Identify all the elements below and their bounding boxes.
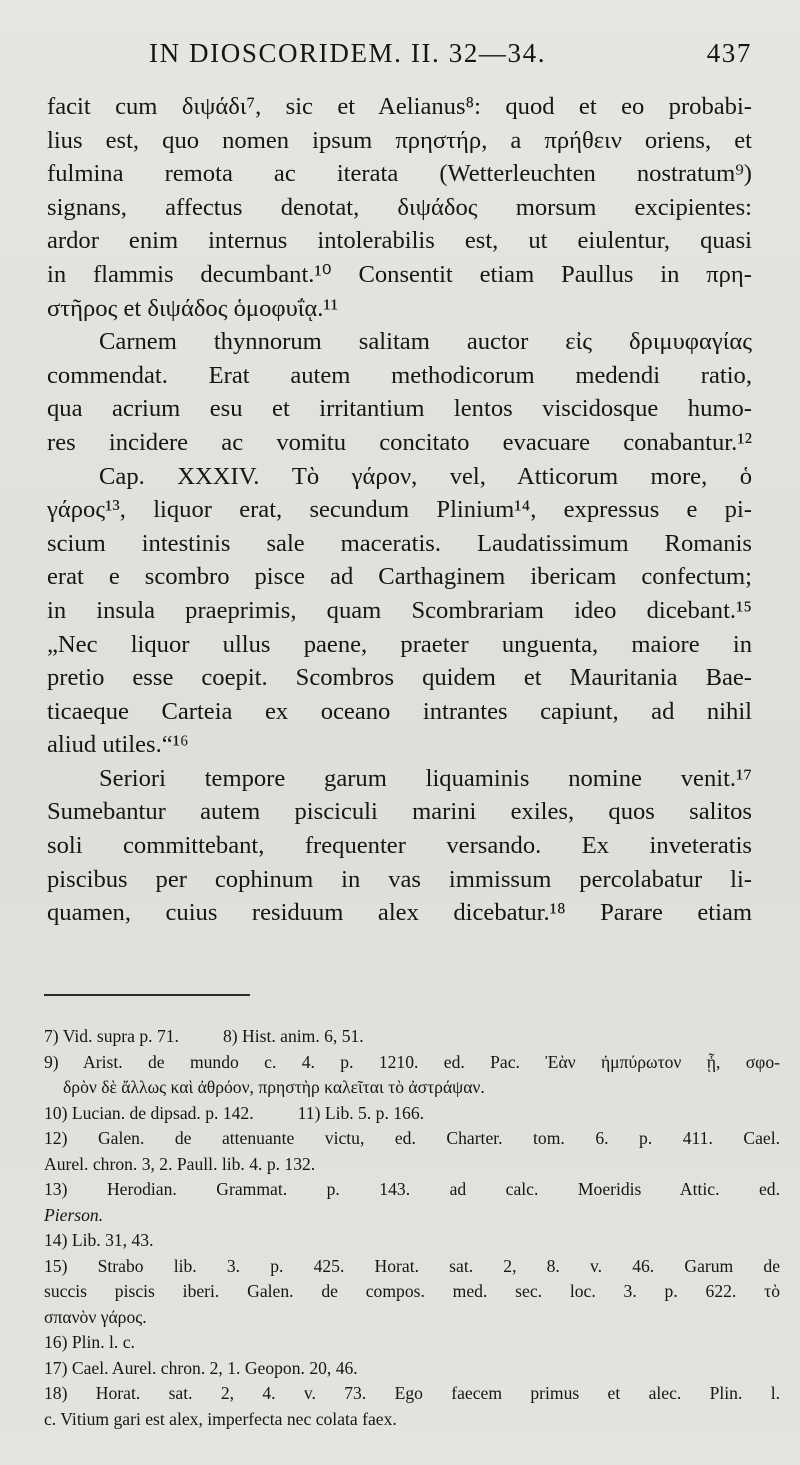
text-line: quamen, cuius residuum alex dicebatur.¹⁸ Parare etiam (47, 899, 752, 927)
page-header (44, 38, 752, 78)
paragraph-start-line: Carnem thynnorum salitam auctor εἰς δριμυφαγίας (99, 328, 752, 356)
text-line: piscibus per cophinum in vas immissum percolabatur li- (47, 865, 752, 893)
text-line: στῆρος et διψάδος ὁμοφυΐᾳ.¹¹ (47, 294, 339, 322)
footnote-row (44, 1024, 780, 1050)
text-line: γάρος¹³, liquor erat, secundum Plinium¹⁴, expressus e pi- (47, 496, 752, 524)
footnote-18: 18) Horat. sat. 2, 4. v. 73. Ego faecem primus et alec. Plin. l. (44, 1383, 780, 1403)
running-head: IN DIOSCORIDEM. II. 32—34. (149, 38, 547, 68)
text-line: fulmina remota ac iterata (Wetterleuchten nostratum⁹) (47, 160, 752, 188)
footnote-9: 9) Arist. de mundo c. 4. p. 1210. ed. Pac. Ἐὰν ἠμπύρωτον ᾖ, σφο- (44, 1051, 780, 1072)
footnote-11: 11) Lib. 5. p. 166. (297, 1102, 425, 1123)
text-line: aliud utiles.“¹⁶ (47, 731, 189, 759)
text-line: in flammis decumbant.¹⁰ Consentit etiam Paullus in πρη- (47, 260, 752, 288)
text-line: signans, affectus denotat, διψάδος morsum excipientes: (47, 193, 752, 221)
text-line: „Nec liquor ullus paene, praeter unguenta, maiore in (47, 630, 752, 658)
footnotes (44, 1024, 780, 1432)
text-line: res incidere ac vomitu concitato evacuare conabantur.¹² (47, 428, 752, 456)
footnote-18-cont: c. Vitium gari est alex, imperfecta nec colata faex. (44, 1408, 397, 1429)
text-line: qua acrium esu et irritantium lentos viscidosque humo- (47, 395, 752, 423)
text-line: erat e scombro pisce ad Carthaginem ibericam confectum; (47, 563, 752, 591)
footnote-16: 16) Plin. l. c. (44, 1332, 135, 1352)
footnote-15: 15) Strabo lib. 3. p. 425. Horat. sat. 2, 8. v. 46. Garum de (44, 1255, 780, 1276)
footnote-row (44, 1101, 780, 1127)
footnote-9-cont: δρὸν δὲ ἄλλως καὶ ἀθρόον, πρηστὴρ καλεῖται τὸ ἀστράψαν. (63, 1077, 485, 1097)
chapter-heading-line: Cap. XXXIV. Τὸ γάρον, vel, Atticorum more, ὁ (99, 462, 752, 490)
text-line: soli committebant, frequenter versando. Ex inveteratis (47, 832, 752, 860)
footnote-7: 7) Vid. supra p. 71. (44, 1026, 179, 1046)
footnote-13-cont: Pierson. (44, 1204, 104, 1225)
footnote-15-cont: succis piscis iberi. Galen. de compos. med. sec. loc. 3. p. 622. τὸ (44, 1281, 780, 1301)
page-number: 437 (706, 38, 752, 68)
footnote-13: 13) Herodian. Grammat. p. 143. ad calc. Moeridis Attic. ed. (44, 1179, 780, 1199)
text-line: lius est, quo nomen ipsum πρηστήρ, a πρήθειν oriens, et (47, 126, 752, 154)
footnote-12: 12) Galen. de attenuante victu, ed. Charter. tom. 6. p. 411. Cael. (44, 1128, 780, 1148)
footnote-17: 17) Cael. Aurel. chron. 2, 1. Geopon. 20, 46. (44, 1357, 358, 1378)
footnote-12-cont: Aurel. chron. 3, 2. Paull. lib. 4. p. 132. (44, 1153, 316, 1174)
text-line: ticaeque Carteia ex oceano intrantes capiunt, ad nihil (47, 697, 752, 725)
text-line: Sumebantur autem pisciculi marini exiles, quos salitos (47, 798, 752, 826)
text-line: commendat. Erat autem methodicorum medendi ratio, (47, 361, 752, 389)
footnote-15-cont: σπανὸν γάρος. (44, 1306, 147, 1327)
footnote-10: 10) Lucian. de dipsad. p. 142. (44, 1102, 254, 1123)
text-line: in insula praeprimis, quam Scombrariam ideo dicebant.¹⁵ (47, 596, 752, 624)
text-line: facit cum διψάδι⁷, sic et Aelianus⁸: quod et eo probabi- (47, 93, 752, 120)
footnote-14: 14) Lib. 31, 43. (44, 1230, 154, 1250)
main-text (47, 90, 752, 930)
text-line: ardor enim internus intolerabilis est, ut eiulentur, quasi (47, 227, 752, 255)
text-line: pretio esse coepit. Scombros quidem et Mauritania Bae- (47, 664, 752, 692)
footnote-separator (44, 994, 250, 996)
footnote-8: 8) Hist. anim. 6, 51. (222, 1026, 364, 1046)
paragraph-start-line: Seriori tempore garum liquaminis nomine venit.¹⁷ (99, 764, 752, 792)
text-line: scium intestinis sale maceratis. Laudatissimum Romanis (47, 529, 752, 557)
